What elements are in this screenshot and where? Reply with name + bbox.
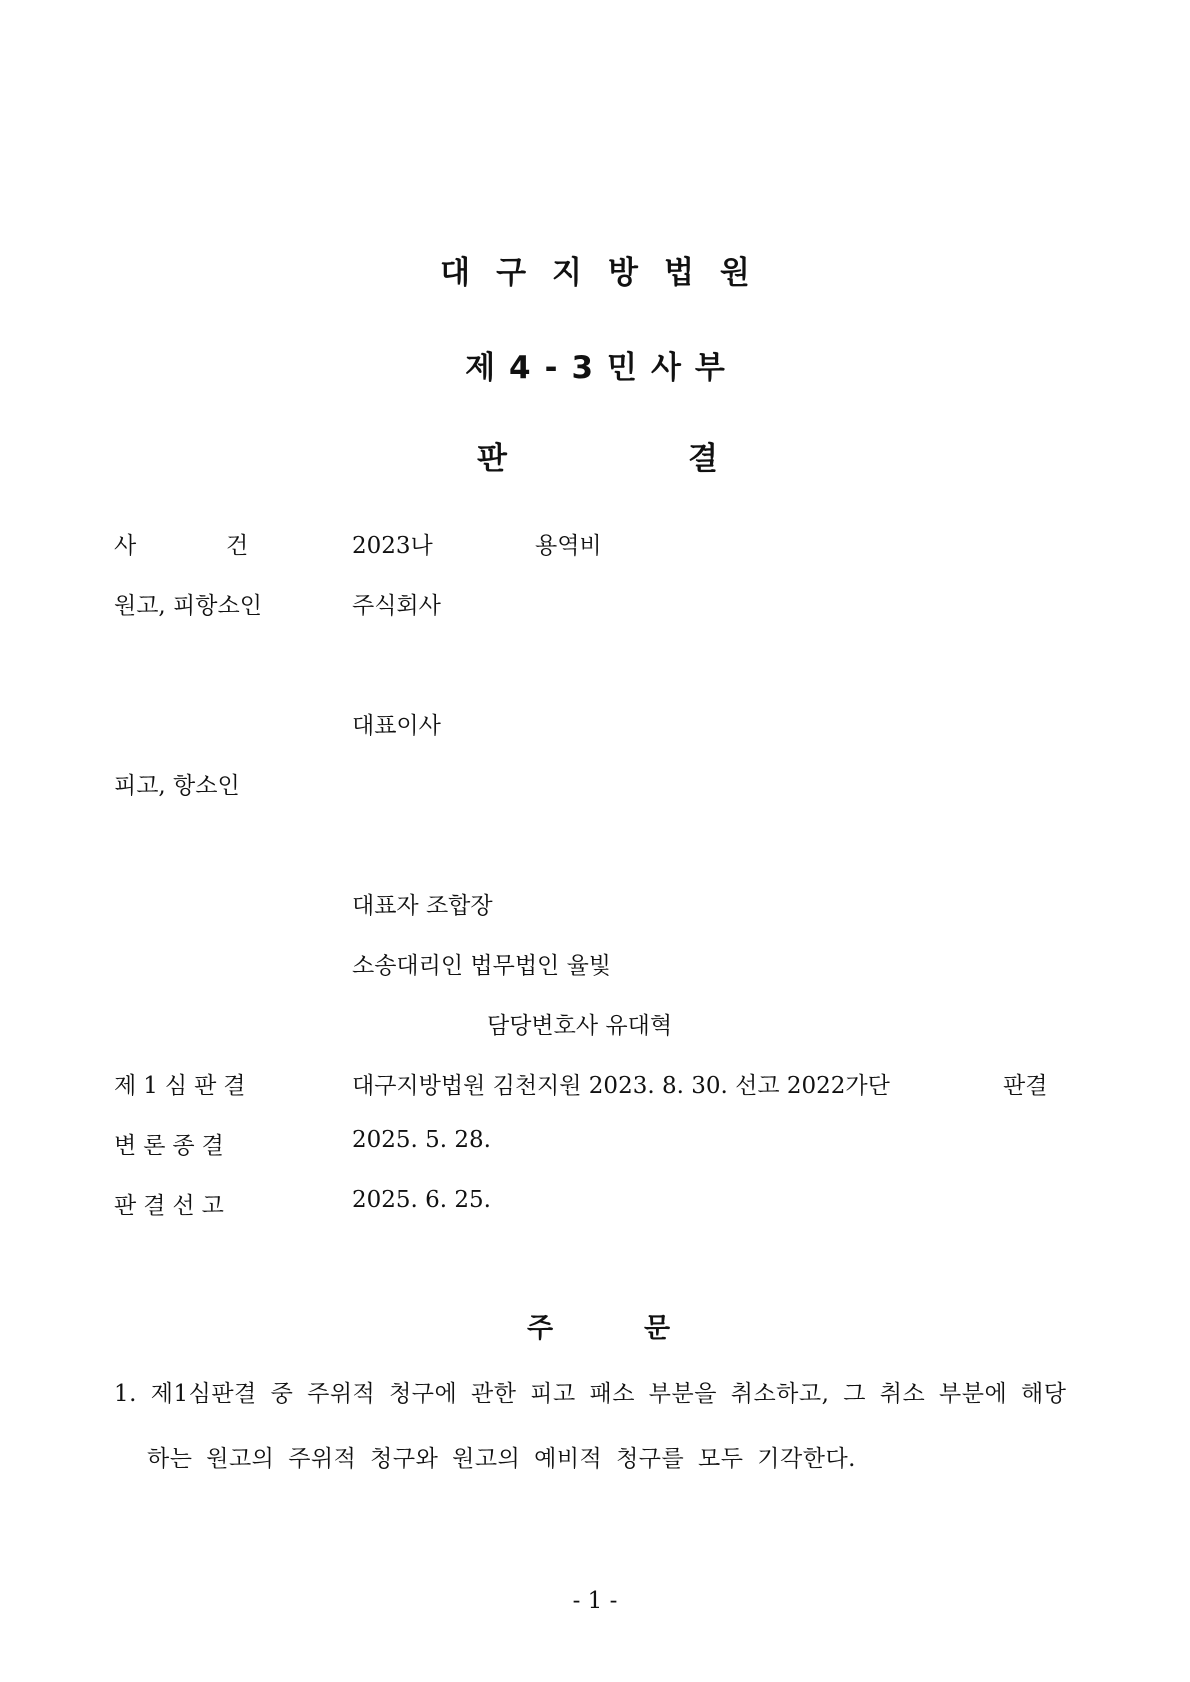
case-label-char-1: 사 [114,533,137,559]
defendant-representative: 대표자 조합장 [352,893,493,919]
page-number: - 1 - [572,1588,618,1614]
court-name: 대구지방법원 [440,255,776,291]
first-instance-label: 제1심판결 [114,1073,253,1099]
plaintiff-label: 원고, 피항소인 [114,593,262,619]
order-item-1-line-1: 1. 제1심판결 중 주위적 청구에 관한 피고 패소 부분을 취소하고, 그 취소 부분에 해당 [114,1381,1067,1407]
closing-argument-label: 변론종결 [114,1133,231,1159]
order-heading-char-2: 문 [644,1313,671,1344]
court-division: 제4-3민사부 [465,350,739,386]
document-type-char-2: 결 [688,441,718,477]
plaintiff-name: 주식회사 [352,593,441,619]
first-instance-judgment: 대구지방법원 김천지원 2023. 8. 30. 선고 2022가단 [352,1073,890,1099]
defendant-counsel: 소송대리인 법무법인 율빛 [352,953,612,979]
defendant-label: 피고, 항소인 [114,773,240,799]
order-item-1-line-2: 하는 원고의 주위적 청구와 원고의 예비적 청구를 모두 기각한다. [147,1446,856,1472]
first-instance-suffix: 판결 [1003,1073,1048,1099]
case-label-char-2: 건 [226,533,249,559]
document-type-char-1: 판 [477,441,507,477]
defendant-attorney: 담당변호사 유대혁 [487,1013,673,1039]
closing-argument-date: 2025. 5. 28. [352,1127,491,1153]
order-heading-char-1: 주 [527,1313,554,1344]
judgment-date: 2025. 6. 25. [352,1187,491,1213]
judgment-date-label: 판결선고 [114,1193,231,1219]
case-number: 2023나 [352,533,433,559]
case-name: 용역비 [535,533,602,559]
plaintiff-representative: 대표이사 [352,713,441,739]
